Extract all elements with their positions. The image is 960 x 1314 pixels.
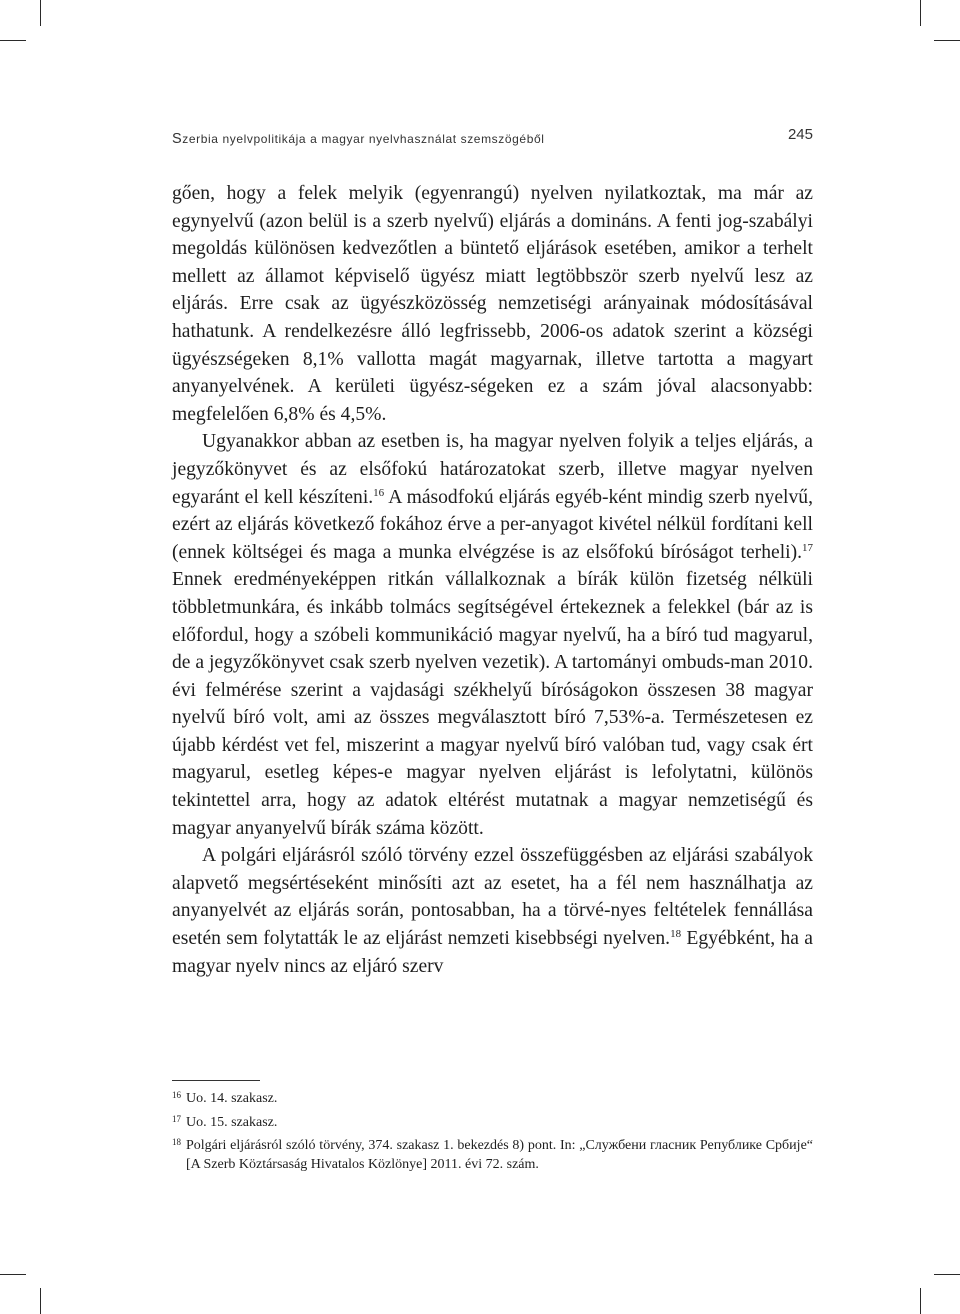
footnote-ref-16[interactable]: 16 (373, 486, 385, 499)
crop-mark-bottom-left (40, 1288, 41, 1314)
footnote-number: 16 (172, 1090, 181, 1100)
running-head (172, 131, 545, 147)
page-number: 245 (787, 126, 813, 143)
footnote-ref-18[interactable]: 18 (670, 928, 682, 941)
footnote-text: Uo. 15. szakasz. (186, 1114, 278, 1130)
paragraph-1-text: gően, hogy a felek melyik (egyenrangú) nyelven nyilatkoztak, ma már az egynyelvű (azon belül is a szerb nyelvű) eljárás a domináns. A fenti jog-szabályi megoldás különösen kedvezőtlen a büntető eljárások esetében, amikor a terhelt mellett az államot képviselő ügyész miatt legtöbbször szerb nyelvű lesz az eljárás. Erre csak az ügyészközösség nemzetiségi arányainak módosításával hathatunk. A rendelkezésre álló legfrissebb, 2006-os adatok szerint a községi ügyészségeken 8,1% vallotta magát magyarnak, illetve tartotta a magyart anyanyelvének. A kerületi ügyész-ségeken ez a szám jóval alacsonyabb: megfelelően 6,8% és 4,5%. (172, 183, 813, 425)
crop-mark-right-top (934, 40, 960, 41)
running-head-initial: S (172, 131, 183, 147)
crop-mark-top-left (40, 0, 41, 26)
crop-mark-left-top (0, 40, 26, 41)
footnote-18 (172, 1137, 813, 1174)
paragraph-1 (172, 180, 813, 428)
crop-mark-right-bottom (934, 1274, 960, 1275)
footnote-number: 18 (172, 1137, 181, 1147)
paragraph-2-text-a: Ugyanakkor abban az esetben is, ha magyar nyelven folyik a teljes eljárás, a jegyzőkönyvet és az elsőfokú határozatokat szerb, illetve magyar nyelven egyaránt el kell készíteni. (172, 431, 813, 508)
footnote-ref-17[interactable]: 17 (802, 541, 813, 554)
footnote-text: Uo. 14. szakasz. (186, 1091, 278, 1106)
footnote-16 (172, 1090, 813, 1109)
crop-mark-left-bottom (0, 1274, 26, 1275)
footnote-17 (172, 1114, 813, 1133)
paragraph-2-text-b: A másodfokú eljárás egyéb-ként mindig szerb nyelvű, ezért az eljárás következő fokához érve a per-anyagot kivétel nélkül fordítani kell (ennek költségei és maga a munka elvégzése is az elsőfokú bíróságot terheli). (172, 486, 813, 563)
running-head-text: zerbia nyelvpolitikája a magyar nyelvhasználat szemszögéből (182, 132, 545, 146)
paragraph-3 (172, 842, 813, 980)
paragraph-3-text-b: Egyébként, ha a magyar nyelv nincs az eljáró szerv (172, 928, 813, 977)
footnote-text: Polgári eljárásról szóló törvény, 374. szakasz 1. bekezdés 8) pont. In: „Службени гласник Републике Србије“ [A Szerb Köztársaság Hivatalos Közlönye] 2011. évi 72. szám. (186, 1138, 813, 1172)
footnote-number: 17 (172, 1113, 181, 1124)
paragraph-2 (172, 428, 813, 842)
main-text (172, 180, 813, 980)
paragraph-2-text-c: Ennek eredményeképpen ritkán vállalkoznak a bírák külön fizetség nélküli többletmunkára, és inkább tolmács segítségével értekeznek a felekkel (bár az is előfordul, hogy a szóbeli kommunikáció magyar nyelvű, ha a bíró tud magyarul, de a jegyzőkönyvet csak szerb nyelven vezetik). A tartományi ombuds-man 2010. évi felmérése szerint a vajdasági székhelyű bíróságokon összesen 38 magyar nyelvű bíró volt, ami az összes megválasztott bíró 7,53%-a. Természetesen ez újabb kérdést vet fel, miszerint a magyar nyelvű bíró valóban tud, vagy csak ért magyarul, esetleg képes-e magyar nyelven eljárást is lefolytatni, különös tekintettel arra, hogy az adatok eltérést mutatnak a magyar nemzetiségű és magyar anyanyelvű bírák száma között. (172, 569, 813, 839)
paragraph-3-text-a: A polgári eljárásról szóló törvény ezzel összefüggésben az eljárási szabályok alapvető megsértéseként minősíti azt az esetet, ha a fél nem használhatja az anyanyelvét az eljárás során, pontosabban, ha a törvé-nyes feltételek fennállása esetén sem folytatták le az eljárást nemzeti kisebbségi nyelven. (172, 845, 813, 950)
footnotes (172, 1090, 813, 1179)
crop-mark-bottom-right (920, 1288, 921, 1314)
crop-mark-top-right (920, 0, 921, 26)
footnote-separator (172, 1080, 260, 1081)
